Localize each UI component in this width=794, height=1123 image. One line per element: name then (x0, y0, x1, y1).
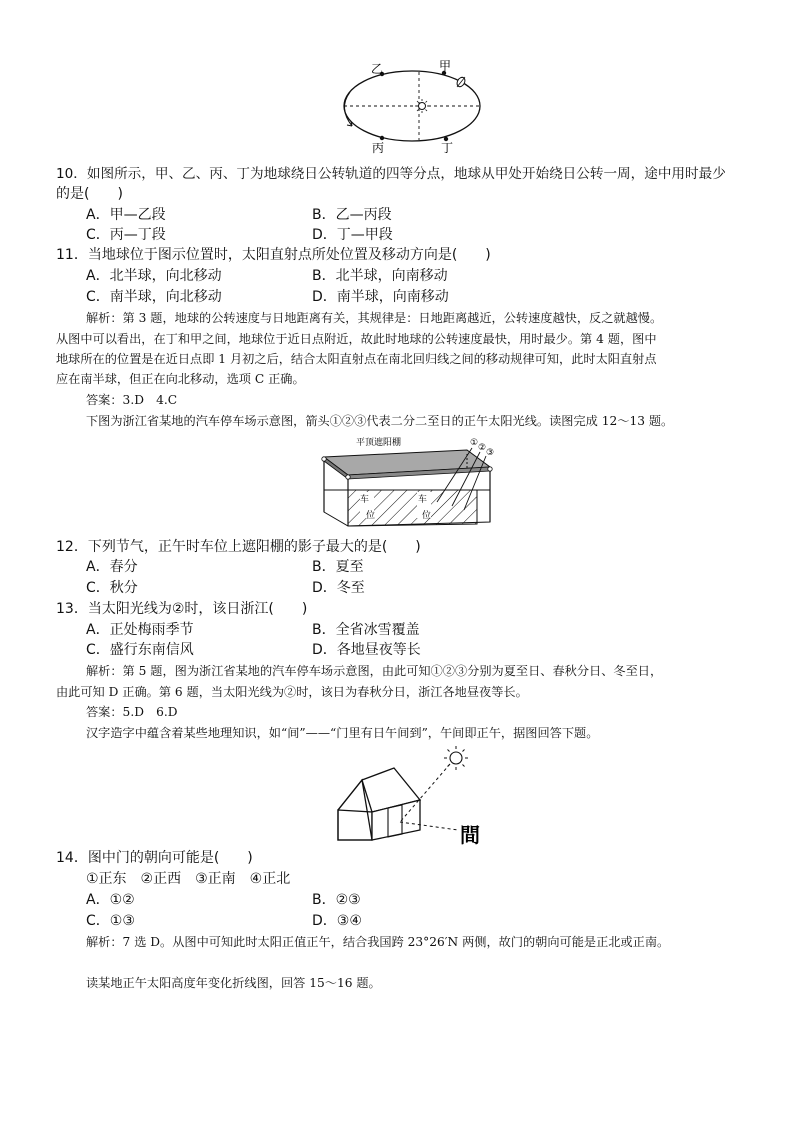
q14-option-b: B．②③ (312, 892, 361, 908)
q14-stem: 14．图中门的朝向可能是( ) (56, 850, 253, 866)
orbit-label-ding: 丁 (441, 141, 454, 155)
intro-12-13: 下图为浙江省某地的汽车停车场示意图，箭头①②③代表二分二至日的正午太阳光线。读图完成 12～13 题。 (86, 414, 674, 428)
explanation-2-line2: 由此可知 D 正确。第 6 题，当太阳光线为②时，该日为春秋分日，浙江各地昼夜等长。 (56, 685, 528, 699)
ray-label-1: ① (470, 438, 479, 448)
q13-option-d: D．各地昼夜等长 (312, 642, 421, 658)
intro-14: 汉字造字中蕴含着某些地理知识，如“间”——“门里有日午间到”，午间即正午，据图回答下题。 (86, 726, 599, 740)
spot-label-wei-1: 位 (366, 511, 376, 521)
q12-stem: 12．下列节气，正午时车位上遮阳棚的影子最大的是( ) (56, 539, 421, 555)
q13-option-b: B．全省冰雪覆盖 (312, 622, 420, 638)
parking-figure (312, 432, 512, 532)
ray-label-2: ② (478, 443, 487, 453)
q13-option-c: C．盛行东南信风 (86, 642, 194, 658)
q10-option-c: C．丙—丁段 (86, 227, 166, 243)
q11-option-d: D．南半球，向南移动 (312, 289, 449, 305)
q14-option-c: C．①③ (86, 913, 135, 929)
ray-label-3: ③ (486, 448, 495, 458)
q10-option-d: D．丁—甲段 (312, 227, 393, 243)
house-figure (330, 742, 500, 848)
q10-option-b: B．乙—丙段 (312, 207, 392, 223)
spot-label-che-2: 车 (418, 495, 428, 505)
earth-icon (455, 76, 466, 88)
q11-option-c: C．南半球，向北移动 (86, 289, 222, 305)
q12-option-a: A．春分 (86, 559, 138, 575)
q12-option-d: D．冬至 (312, 580, 365, 596)
spot-label-che-1: 车 (360, 495, 370, 505)
explanation-1-line4: 应在南半球，但正在向北移动，选项 C 正确。 (56, 372, 305, 386)
q11-option-b: B．北半球，向南移动 (312, 268, 448, 284)
answer-1: 答案：3.D 4.C (86, 393, 178, 407)
orbit-label-jia: 甲 (439, 59, 452, 73)
q11-stem: 11．当地球位于图示位置时，太阳直射点所处位置及移动方向是( ) (56, 247, 491, 263)
spot-label-wei-2: 位 (422, 511, 432, 521)
explanation-3-line1: 解析：7 选 D。从图中可知此时太阳正值正午，结合我国跨 23°26′N 两侧，故门的朝向可能是正北或正南。 (86, 935, 670, 949)
orbit-label-bing: 丙 (372, 141, 385, 155)
orbit-figure (330, 56, 490, 156)
q10-stem-line1: 10．如图所示，甲、乙、丙、丁为地球绕日公转轨道的四等分点，地球从甲处开始绕日公转一周，途中用时最少 (56, 166, 726, 182)
q13-option-a: A．正处梅雨季节 (86, 622, 194, 638)
character-jian: 間 (460, 823, 480, 847)
q14-choices: ①正东 ②正西 ③正南 ④正北 (86, 871, 291, 887)
sun-icon (444, 746, 468, 770)
explanation-2-line1: 解析：第 5 题，图为浙江省某地的汽车停车场示意图，由此可知①②③分别为夏至日、春秋分日、冬至日， (86, 664, 663, 678)
orbit-label-yi: 乙 (371, 62, 384, 76)
q10-option-a: A．甲—乙段 (86, 207, 166, 223)
intro-15-16: 读某地正午太阳高度年变化折线图，回答 15～16 题。 (86, 976, 381, 990)
q13-stem: 13．当太阳光线为②时，该日浙江( ) (56, 601, 308, 617)
q11-option-a: A．北半球，向北移动 (86, 268, 222, 284)
explanation-1-line3: 地球所在的位置是在近日点即 1 月初之后，结合太阳直射点在南北回归线之间的移动规律可知，此时太阳直射点 (56, 352, 657, 366)
q14-option-d: D．③④ (312, 913, 362, 929)
q12-option-b: B．夏至 (312, 559, 364, 575)
explanation-1-line1: 解析：第 3 题，地球的公转速度与日地距离有关，其规律是：日地距离越近，公转速度越快，反之就越慢。 (86, 311, 663, 325)
q10-stem-line2: 的是( ) (56, 186, 123, 202)
roof-label: 平顶遮阳棚 (356, 438, 402, 448)
explanation-1-line2: 从图中可以看出，在丁和甲之间，地球位于近日点附近，故此时地球的公转速度最快，用时最少。第 4 题，图中 (56, 332, 657, 346)
q14-option-a: A．①② (86, 892, 135, 908)
answer-2: 答案：5.D 6.D (86, 705, 178, 719)
q12-option-c: C．秋分 (86, 580, 138, 596)
